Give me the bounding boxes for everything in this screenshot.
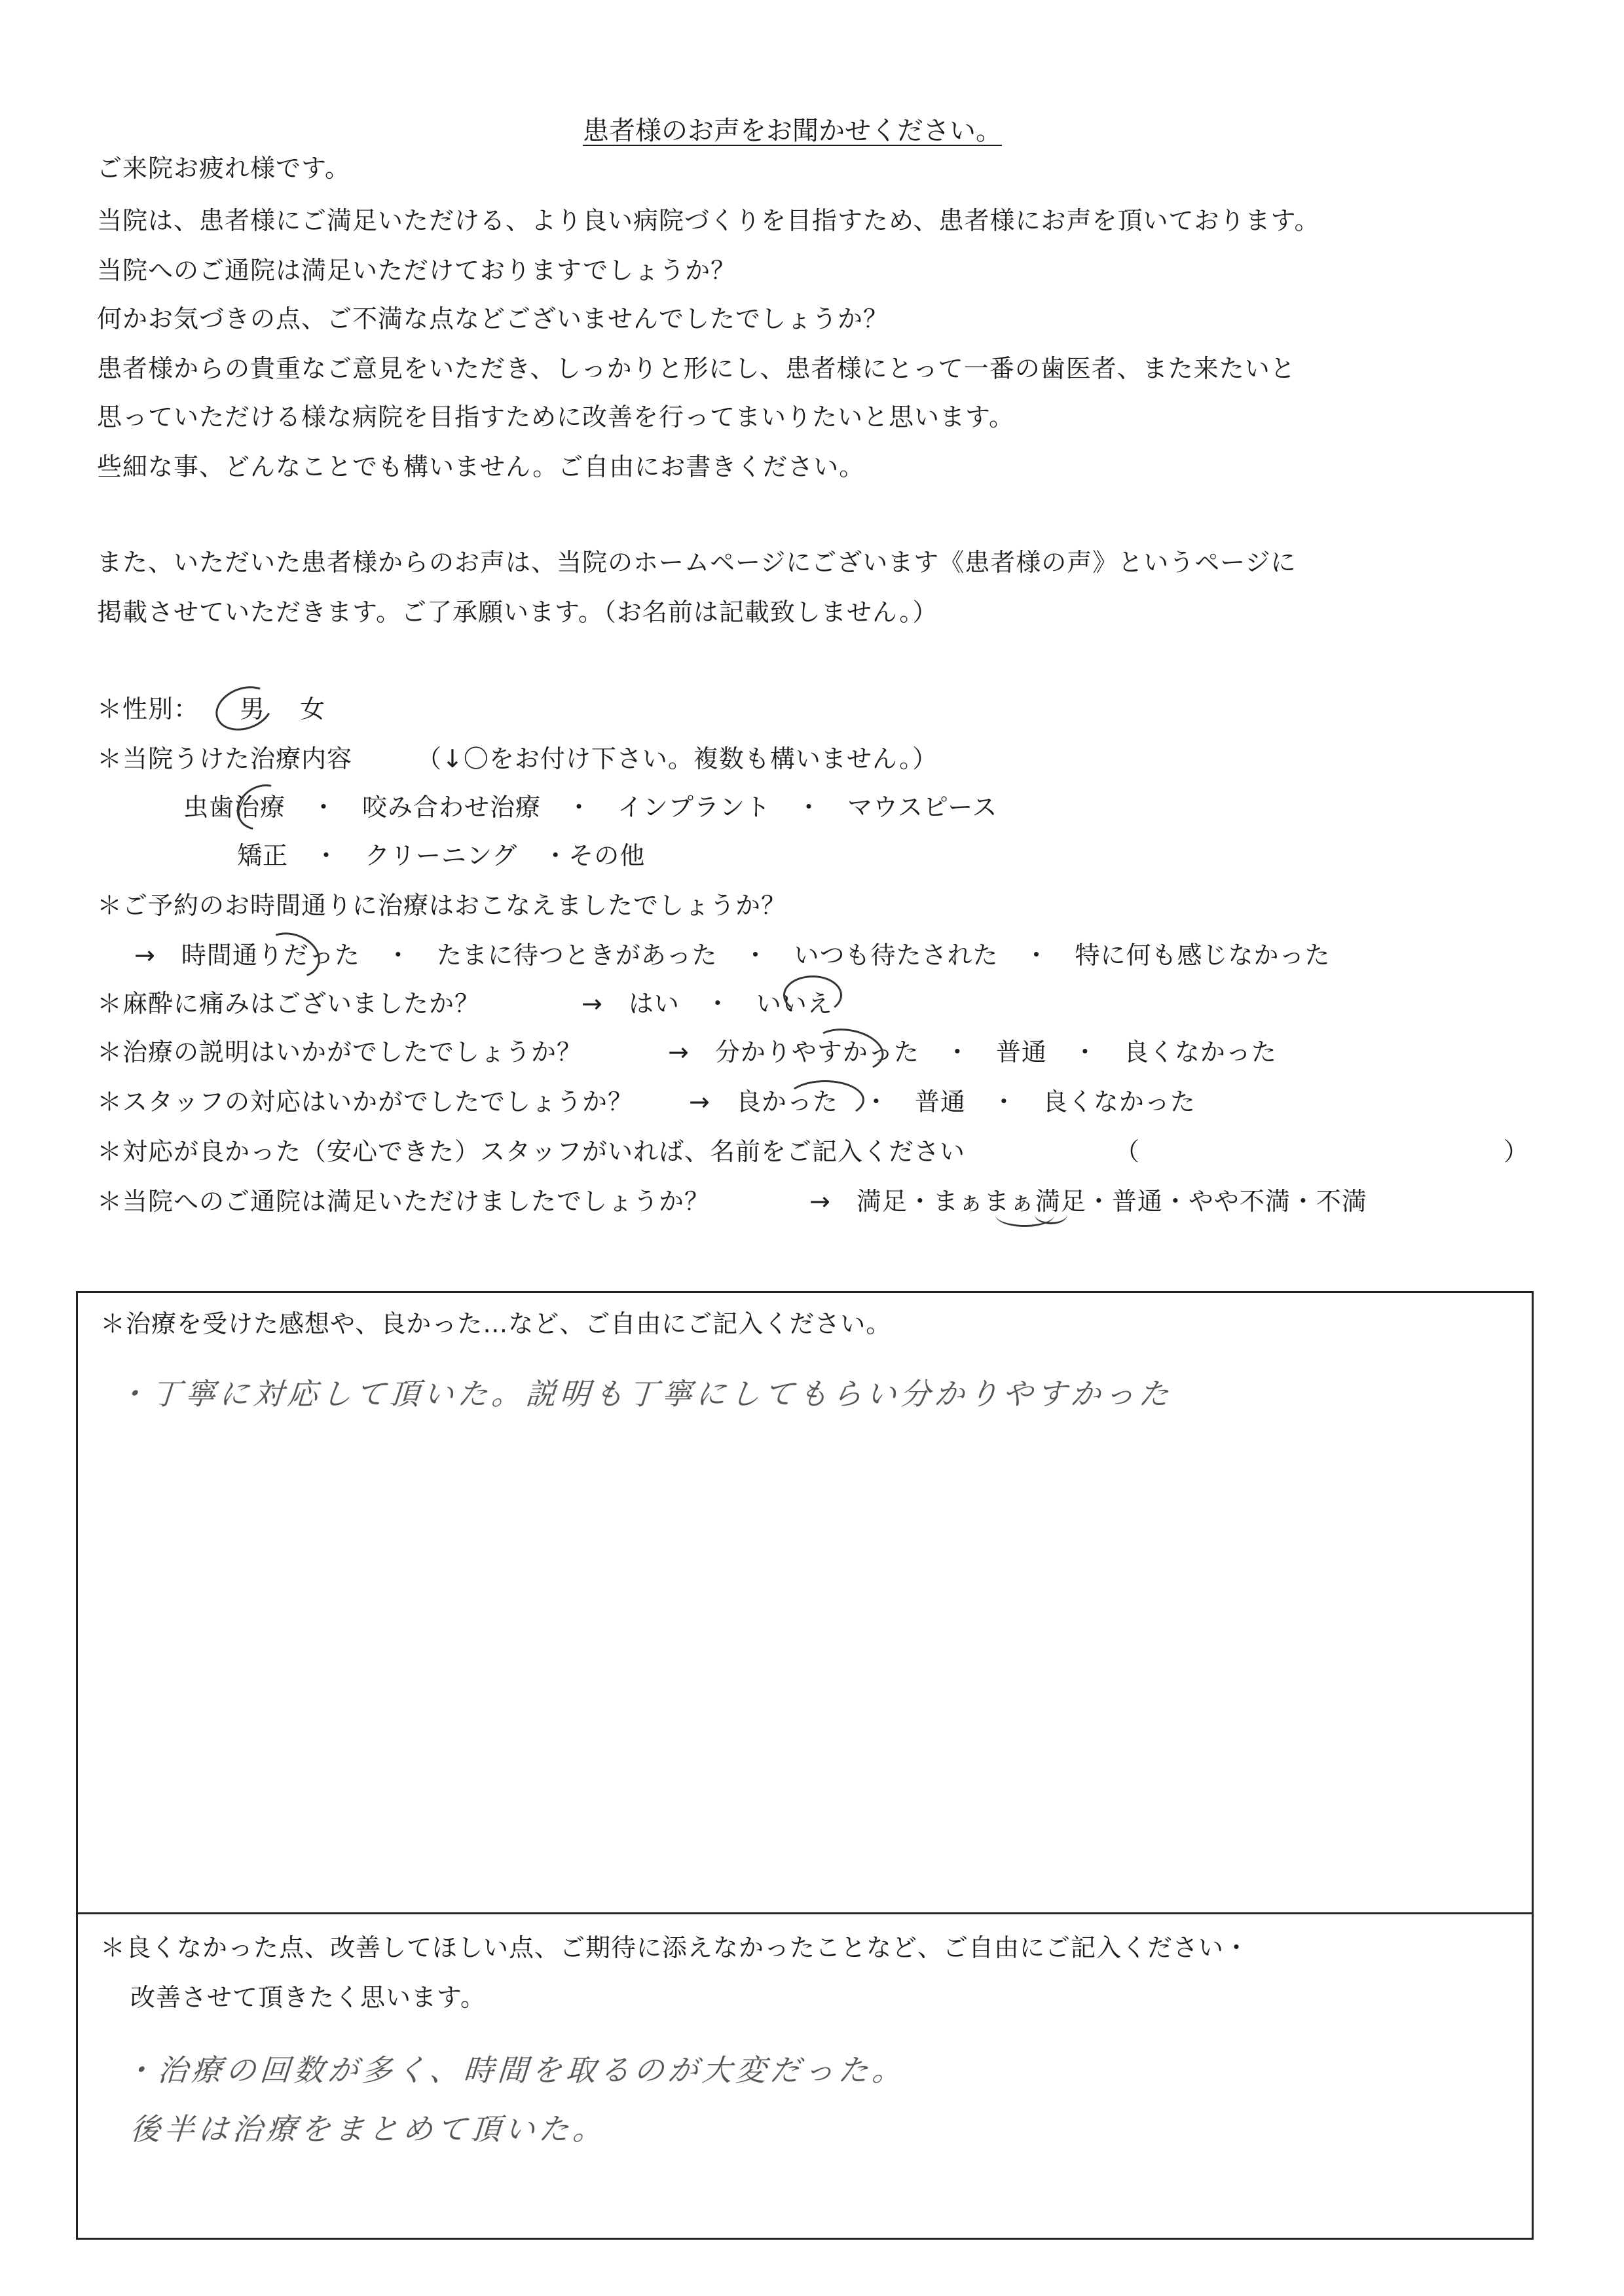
treatment-options-row2[interactable]: 矯正 ・ クリーニング ・その他	[237, 841, 646, 870]
selection-arc	[1035, 1205, 1067, 1224]
gender-option-male[interactable]: 男	[240, 695, 266, 723]
feedback-bad-handwritten: ・治療の回数が多く、時間を取るのが大変だった。	[122, 2052, 908, 2088]
selection-circle	[809, 1023, 887, 1077]
staff-name-label: ＊対応が良かった（安心できた）スタッフがいれば、名前をご記入ください	[97, 1137, 966, 1166]
notice-line: 掲載させていただきます。ご了承願います。（お名前は記載致しません。）	[97, 598, 938, 627]
explanation-answers[interactable]: → 分かりやすかった ・ 普通 ・ 良くなかった	[668, 1038, 1277, 1066]
feedback-bad-prompt: ＊良くなかった点、改善してほしい点、ご期待に添えなかったことなど、ご自由にご記入ください・	[100, 1933, 1250, 1962]
feedback-good-prompt: ＊治療を受けた感想や、良かった…など、ご自由にご記入ください。	[100, 1309, 892, 1338]
notice-line: また、いただいた患者様からのお声は、当院のホームページにございます《患者様の声》というページに	[97, 548, 1297, 577]
feedback-bad-box[interactable]	[76, 1912, 1534, 2240]
gender-label: ＊性別：	[97, 695, 200, 723]
selection-circle	[783, 975, 842, 1015]
feedback-good-box[interactable]	[76, 1291, 1534, 1914]
selection-circle	[256, 925, 326, 986]
intro-line: 何かお気づきの点、ご不満な点などございませんでしたでしょうか？	[97, 304, 889, 333]
intro-line: 患者様からの貴重なご意見をいただき、しっかりと形にし、患者様にとって一番の歯医者、また来たいと	[97, 354, 1296, 383]
selection-circle	[229, 775, 295, 839]
staff-answers[interactable]: → 良かった ・ 普通 ・ 良くなかった	[689, 1087, 1196, 1116]
staff-name-close-paren: ）	[1504, 1137, 1530, 1166]
pain-label: ＊麻酔に痛みはございましたか？	[97, 989, 481, 1018]
explanation-label: ＊治療の説明はいかがでしたでしょうか？	[97, 1038, 583, 1066]
gender-option-female[interactable]: 女	[300, 695, 326, 723]
page-title: 患者様のお声をお聞かせください。	[583, 116, 1002, 146]
intro-line: 些細な事、どんなことでも構いません。ご自由にお書きください。	[97, 452, 865, 481]
selection-circle	[210, 679, 279, 738]
intro-line: 当院へのご通院は満足いただけておりますでしょうか？	[97, 256, 737, 285]
feedback-good-handwritten: ・丁寧に対応して頂いた。説明も丁寧にしてもらい分かりやすかった	[115, 1376, 1174, 1412]
selection-circle	[786, 1080, 864, 1120]
timing-label: ＊ご予約のお時間通りに治療はおこなえましたでしょうか？	[97, 891, 787, 920]
satisfaction-answers[interactable]: → 満足・まぁまぁ満足・普通・やや不満・不満	[809, 1187, 1367, 1216]
intro-line: 当院は、患者様にご満足いただける、より良い病院づくりを目指すため、患者様にお声を頂いております。	[97, 206, 1320, 235]
intro-line: ご来院お疲れ様です。	[97, 154, 350, 183]
feedback-bad-handwritten: 後半は治療をまとめて頂いた。	[128, 2111, 608, 2147]
staff-name-open-paren: （	[1115, 1137, 1141, 1166]
satisfaction-label: ＊当院へのご通院は満足いただけましたでしょうか？	[97, 1187, 710, 1216]
treatment-label: ＊当院うけた治療内容	[97, 744, 353, 773]
timing-answers[interactable]: → 時間通りだった ・ たまに待つときがあった ・ いつも待たされた ・ 特に何も感じなかった	[134, 941, 1331, 970]
treatment-options-row1[interactable]: 虫歯治療 ・ 咬み合わせ治療 ・ インプラント ・ マウスピース	[183, 793, 998, 822]
intro-line: 思っていただける様な病院を目指すために改善を行ってまいりたいと思います。	[97, 403, 1014, 431]
staff-label: ＊スタッフの対応はいかがでしたでしょうか？	[97, 1087, 634, 1116]
feedback-bad-prompt: 改善させて頂きたく思います。	[130, 1983, 486, 2012]
pain-answers[interactable]: → はい ・ いいえ	[581, 989, 833, 1018]
treatment-note: （↓〇をお付け下さい。複数も構いません。）	[416, 744, 938, 773]
